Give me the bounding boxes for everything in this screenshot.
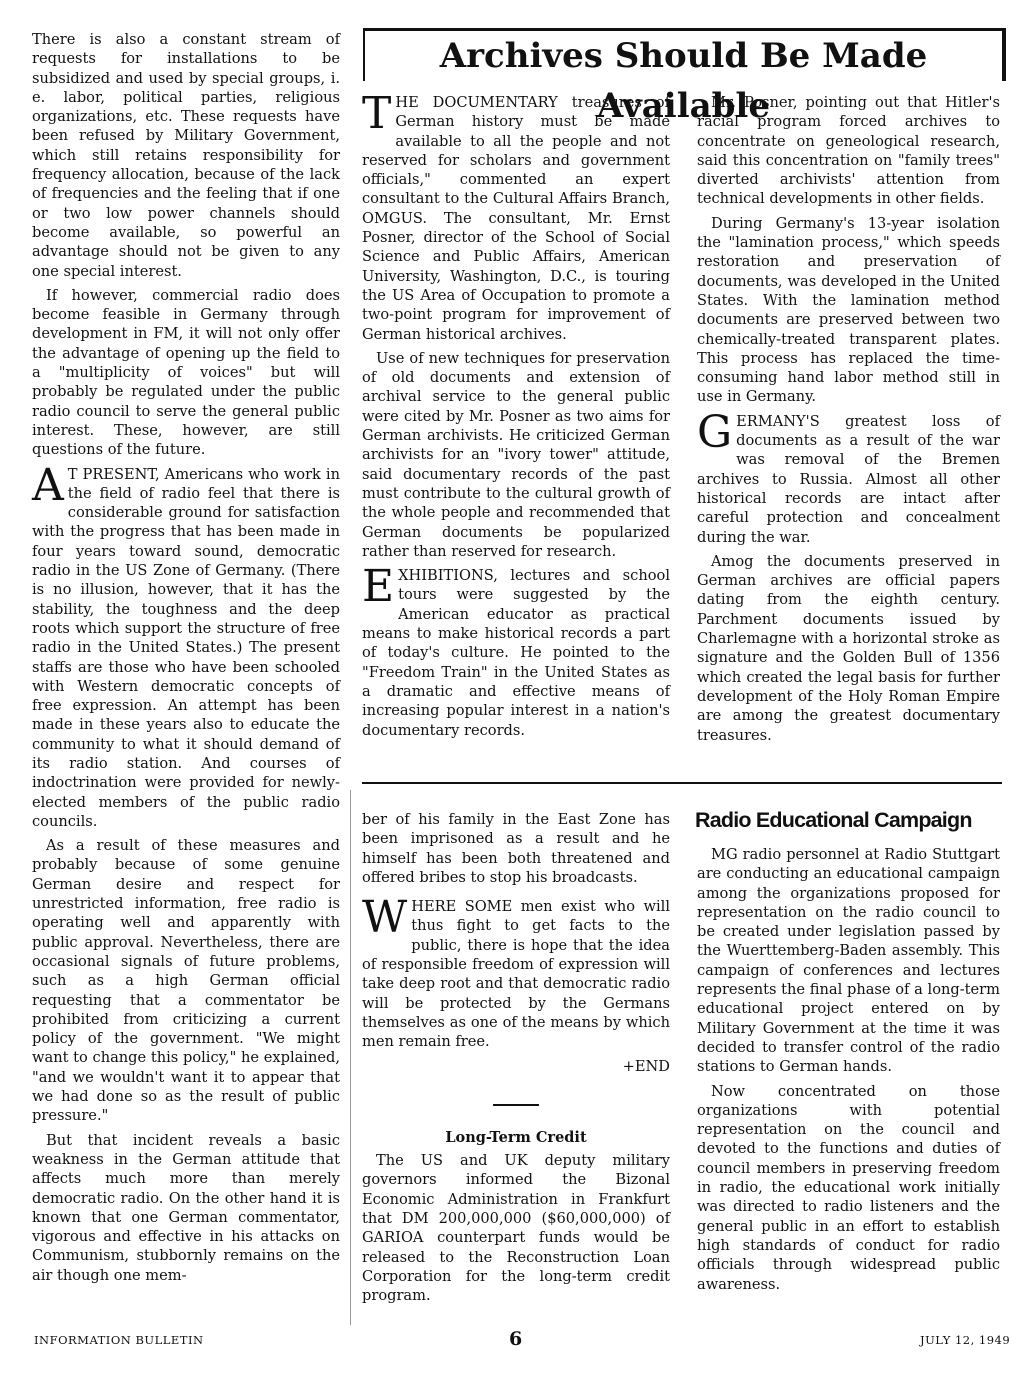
paragraph-text: ERMANY'S greatest loss of documents as a result of the war was removal of the Bremen archives to Russia. Almost all other historical records are intact after careful protection and concealment during the war. (697, 412, 1000, 546)
paragraph-text: HE DOCUMENTARY treasures of German history must be made available to all the people and not reserved for scholars and government officials," commented an expert consultant to the Cultural Affairs Branch, OMGUS. The consultant, Mr. Ernst Posner, director of the School of Social Science and Public Affairs, American University, Washington, D.C., is touring the US Area of Occupation to promote a two-point program for improvement of German historical archives. (362, 94, 670, 343)
radio-campaign-title: Radio Educational Campaign (695, 808, 972, 832)
radio-campaign-column (697, 845, 1000, 1299)
paragraph: Amog the documents preserved in German archives are official papers dating from the eighth century. Parchment documents issued by Charlemagne with a horizontal stroke as signature and the Golden Bull of 1356 which created the legal basis for further development of the Holy Roman Empire are among the greatest documentary treasures. (697, 552, 1000, 744)
paragraph: During Germany's 13-year isolation the "lamination process," which speeds restoration and preservation of documents, was developed in the United States. With the lamination method documents are preserved between two chemically-treated transparent plates. This process has replaced the time-consuming hand labor method still in use in Germany. (697, 214, 1000, 406)
left-column (32, 30, 340, 1290)
paragraph: The US and UK deputy military governors informed the Bizonal Economic Administration in Frankfurt that DM 200,000,000 ($60,000,000) of GARIOA counterpart funds would be released to the Reconstruction Loan Corporation for the long-term credit program. (362, 1152, 670, 1305)
drop-cap: G (697, 406, 733, 458)
drop-cap: E (362, 561, 395, 613)
paragraph: But that incident reveals a basic weakness in the German attitude that affects much more than merely democratic radio. On the other hand it is known that one German commentator, vigorous and effective in his attacks on Communism, stubbornly remains on the air though one mem- (32, 1131, 340, 1284)
credit-heading: Long-Term Credit (445, 1128, 587, 1146)
archives-title: Archives Should Be Made Available (439, 36, 928, 126)
publication-name: INFORMATION BULLETIN (34, 1333, 204, 1347)
paragraph (362, 561, 670, 740)
paragraph: If however, commercial radio does become feasible in Germany through development in FM, it will not only offer the advantage of opening up the field to a "multiplicity of voices" but will probably be regulated under the public radio council to serve the general public interest. These, however, are still questions of the future. (32, 286, 340, 459)
short-divider (493, 1104, 539, 1106)
paragraph: Now concentrated on those organizations with potential representation on the council and devoted to the functions and duties of council members in preserving freedom in radio, the educational work initially was directed to radio listeners and the general public in an effort to establish high standards of conduct for radio officials through widespread public awareness. (697, 1082, 1000, 1293)
paragraph-text: HERE SOME men exist who will thus fight to get facts to the public, there is hope that the idea of responsible freedom of expression will take deep root and that democratic radio will be protected by the Germans themselves as one of the means by which men remain free. (362, 898, 670, 1051)
paragraph: Use of new techniques for preservation of old documents and extension of archival service to the general public were cited by Mr. Posner as two aims for German archivists. He criticized German archivists for an "ivory tower" attitude, said documentary records of the past must contribute to the cultural growth of the whole people and recommended that German documents be popularized rather than reserved for research. (362, 349, 670, 560)
paragraph (362, 892, 670, 1051)
continued-column (362, 810, 670, 1311)
drop-cap: W (362, 892, 408, 944)
paragraph (697, 406, 1000, 547)
archives-title-box (363, 28, 1006, 126)
paragraph-text: XHIBITIONS, lectures and school tours were suggested by the American educator as practical means to make historical records a part of today's culture. He pointed to the "Freedom Train" in the United States as a dramatic and effective means of increasing popular interest in a nation's documentary records. (362, 567, 670, 739)
section-divider (362, 782, 1002, 784)
archives-column-2 (697, 93, 1000, 750)
paragraph: Mr. Posner, pointing out that Hitler's racial program forced archives to concentrate on geneological research, said this concentration on "family trees" diverted archivists' attention from technical developments in other fields. (697, 94, 1000, 208)
paragraph (362, 88, 670, 344)
column-divider (350, 790, 351, 1325)
archives-column-1 (362, 88, 670, 745)
paragraph-text: T PRESENT, Americans who work in the field of radio feel that there is considerable ground for satisfaction with the progress that has been made in four years toward sound, democratic radio in the US Zone of Germany. (There is no illusion, however, that it has the stability, the toughness and the deep roots which support the structure of free radio in the United States.) The present staffs are those who have been schooled with Western democratic concepts of free expression. An attempt has been made in these years also to educate the community to what it should demand of its radio station. And courses of indoctrination were provided for newly-elected members of the public radio councils. (32, 465, 340, 830)
paragraph: As a result of these measures and probably because of some genuine German desire and respect for unrestricted information, free radio is operating well and apparently with public approval. Nevertheless, there are occasional signals of future problems, such as a high German official requesting that a commentator be prohibited from criticizing a current policy of the government. "We might want to change this policy," he explained, "and we wouldn't want it to appear that we had done so as the result of public pressure." (32, 837, 340, 1125)
paragraph (32, 459, 340, 832)
drop-cap: A (32, 459, 64, 511)
paragraph: ber of his family in the East Zone has been imprisoned as a result and he himself has been both threatened and offered bribes to stop his broadcasts. (362, 811, 670, 886)
page-number: 6 (509, 1328, 523, 1350)
drop-cap: T (362, 88, 392, 139)
issue-date: JULY 12, 1949 (920, 1333, 1011, 1347)
end-mark: +END (622, 1057, 670, 1075)
paragraph: MG radio personnel at Radio Stuttgart are conducting an educational campaign among the organizations proposed for representation on the radio council to be created under legislation passed by the Wuerttemberg-Baden assembly. This campaign of conferences and lectures represents the final phase of a long-term educational project entered on by Military Government at the time it was decided to transfer control of the radio stations to German hands. (697, 846, 1000, 1076)
paragraph: There is also a constant stream of requests for installations to be subsidized and used by special groups, i. e. labor, political parties, religious organizations, etc. These requests have been refused by Military Government, which still retains responsibility for frequency allocation, because of the lack of frequencies and the feeling that if one or two low power channels should become available, so powerful an advantage should not be given to any one special interest. (32, 31, 340, 280)
